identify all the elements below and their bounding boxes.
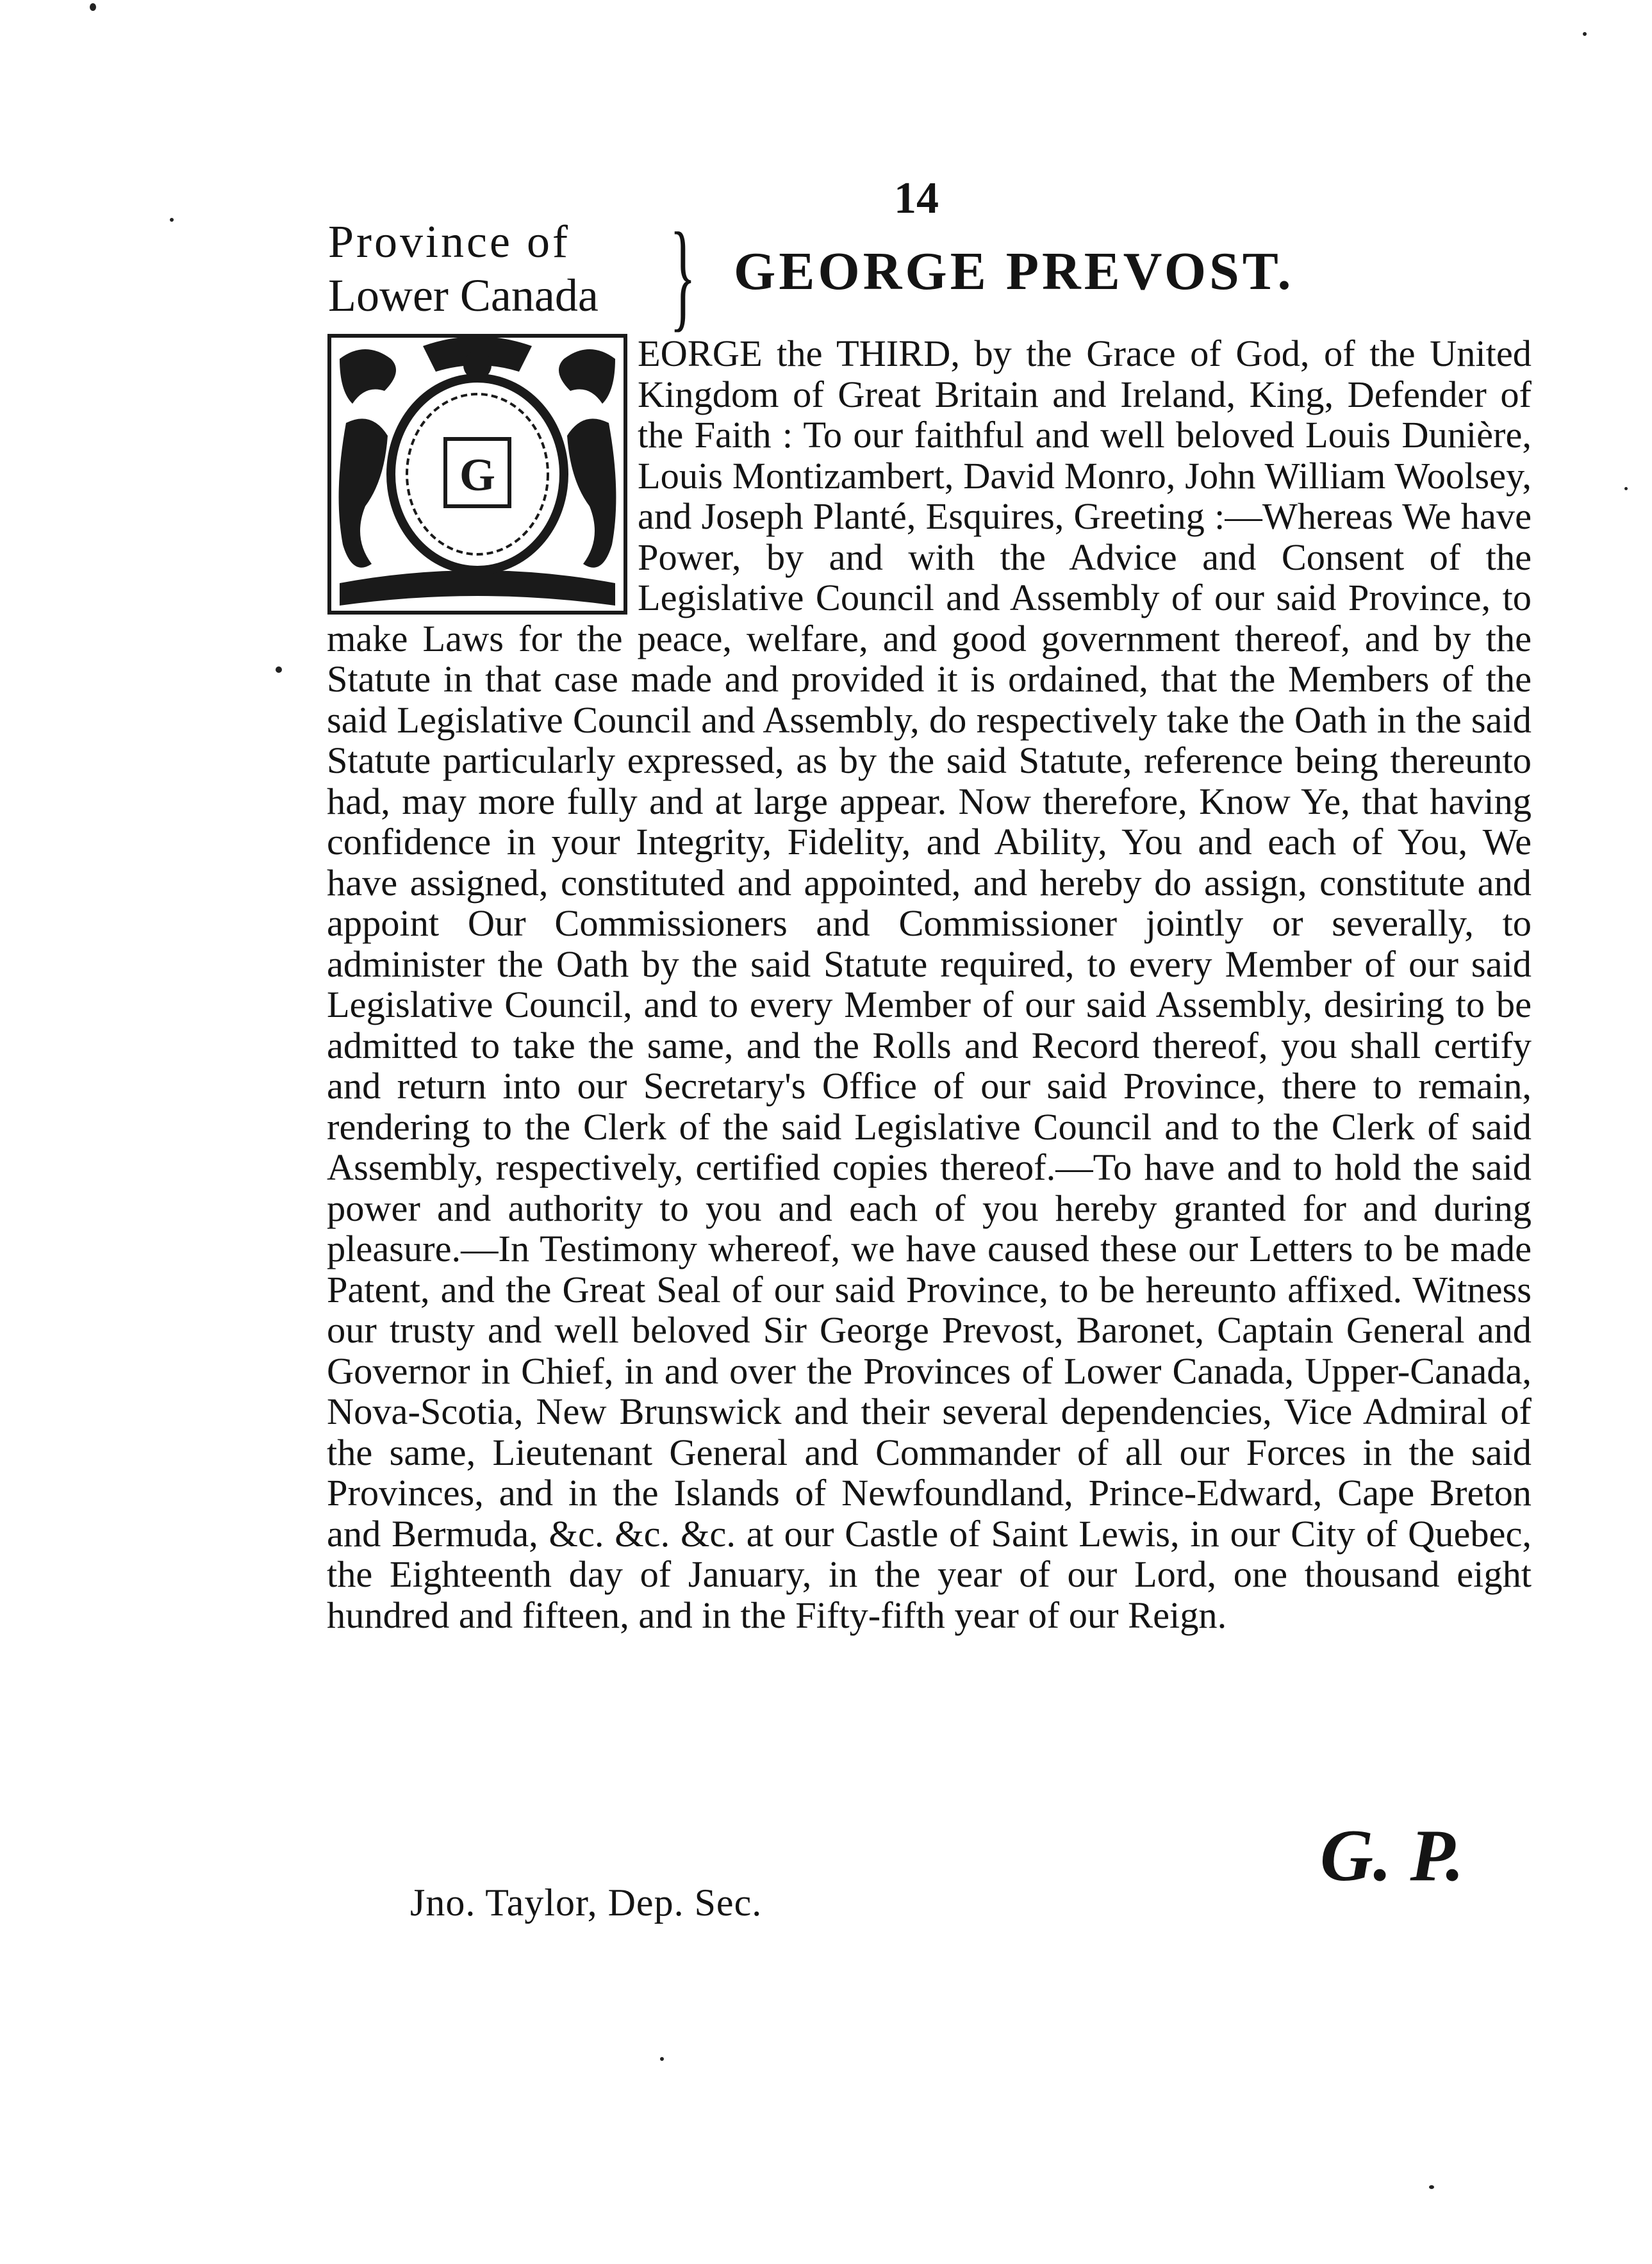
scan-speck — [1583, 32, 1587, 36]
scan-speck — [1624, 487, 1628, 490]
scan-speck — [660, 2057, 664, 2061]
scan-speck — [170, 218, 174, 222]
deputy-secretary-attestation: Jno. Taylor, Dep. Sec. — [410, 1881, 763, 1924]
province-heading — [328, 215, 599, 322]
proclamation-body: EORGE the THIRD, by the Grace of God, of the United Kingdom of Great Britain and Ireland, King, Defender of the Faith : To our faithful and well beloved Louis Dunière, Louis Montizambert, David Monro, John William Woolsey, and Joseph Planté, Esquires, Greeting :—Whereas We have Power, by and with the Advice and Consent of the Legislative Council and Assembly of our said Province, to make Laws for the peace, welfare, and good government thereof, and by the Statute in that case made and provided it is ordained, that the Members of the said Legislative Council and Assembly, do respectively take the Oath in the said Statute particularly expressed, as by the said Statute, reference being thereunto had, may more fully and at large appear. Now therefore, Know Ye, that having confidence in your Integrity, Fidelity, and Ability, You and each of You, We have assigned, constituted and appointed, and hereby do assign, constitute and appoint Our Commissioners and Commissioner jointly or severally, to administer the Oath by the said Statute required, to every Member of our said Legislative Council, and to every Member of our said Assembly, desiring to be admitted to take the same, and the Rolls and Record thereof, you shall certify and return into our Secretary's Office of our said Province, there to remain, rendering to the Clerk of the said Legislative Council and to the Clerk of said Assembly, respectively, certified copies thereof.—To have and to hold the said power and authority to you and each of you hereby granted for and during pleasure.—In Testimony whereof, we have caused these our Letters to be made Patent, and the Great Seal of our said Province, to be hereunto affixed. Witness our trusty and well beloved Sir George Prevost, Baronet, Captain General and Governor in Chief, in and over the Provinces of Lower Canada, Upper-Canada, Nova-Scotia, New Brunswick and their several dependencies, Vice Admiral of the same, Lieutenant General and Commander of all our Forces in the said Provinces, and in the Islands of Newfoundland, Prince-Edward, Cape Breton and Bermuda, &c. &c. &c. at our Castle of Saint Lewis, in our City of Quebec, the Eighteenth day of January, in the year of our Lord, one thousand eight hundred and fifteen, and in the Fifty-fifth year of our Reign. — [327, 333, 1532, 1636]
province-line-1: Province of — [328, 216, 570, 267]
seal-initial: G — [459, 449, 496, 500]
heading-brace: } — [670, 208, 697, 343]
seal-space — [327, 333, 638, 615]
proclamation-text — [327, 333, 1532, 1635]
governor-signature: G. P. — [1320, 1815, 1464, 1896]
scan-speck — [276, 666, 282, 673]
governor-name: GEORGE PREVOST. — [734, 242, 1294, 301]
page-number: 14 — [894, 174, 939, 223]
scan-speck — [90, 3, 96, 11]
province-line-2: Lower Canada — [328, 270, 599, 321]
scan-speck — [1429, 2185, 1434, 2189]
